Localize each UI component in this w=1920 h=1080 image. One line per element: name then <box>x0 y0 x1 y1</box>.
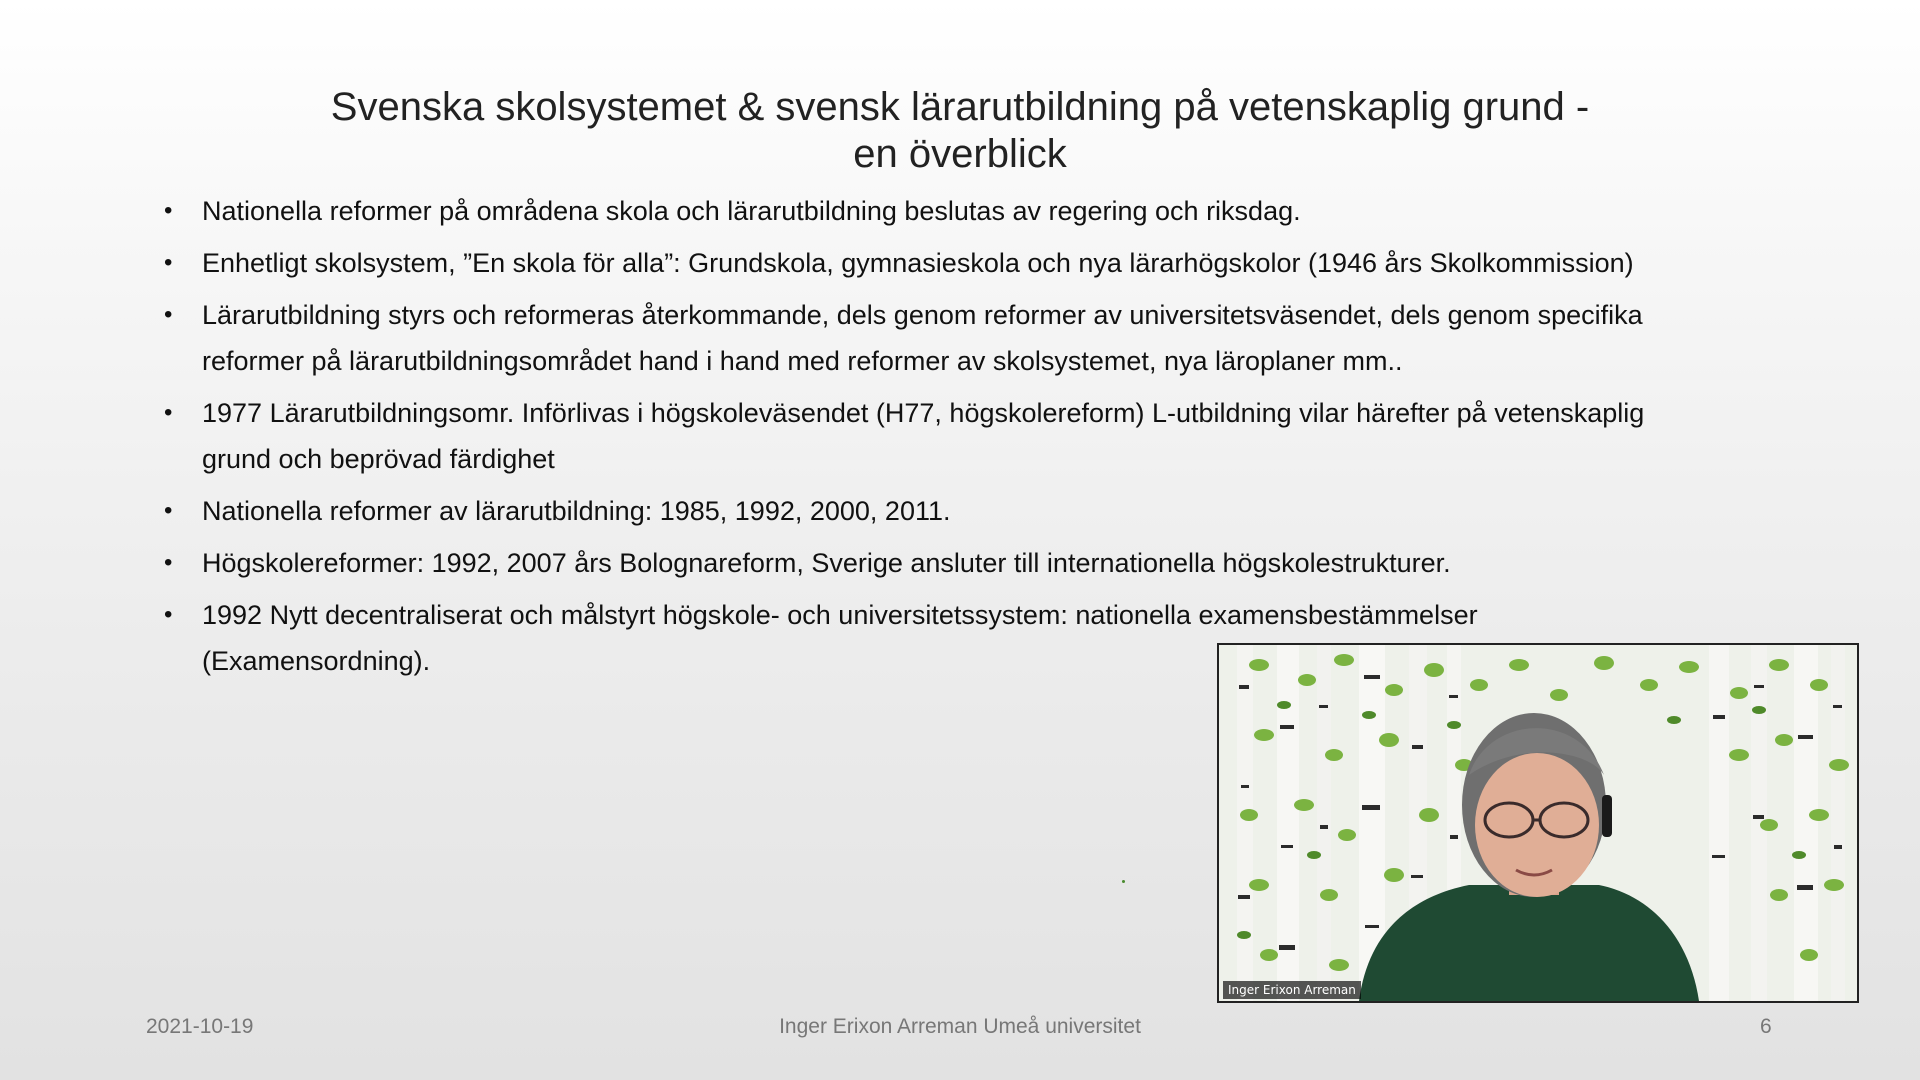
bullet-text-continued: grund och beprövad färdighet <box>202 444 555 474</box>
bullet-text: Lärarutbildning styrs och reformeras återkommande, dels genom reformer av universitetsväsendet, dels genom specifika <box>202 300 1643 330</box>
footer-author: Inger Erixon Arreman Umeå universitet <box>779 1015 1141 1038</box>
bullet-text: Nationella reformer av lärarutbildning: 1985, 1992, 2000, 2011. <box>202 496 951 526</box>
bullet-text-continued: (Examensordning). <box>202 646 431 676</box>
bullet-item <box>160 188 1800 234</box>
slide-title <box>300 84 1620 178</box>
bullet-text: Högskolereformer: 1992, 2007 års Bolognareform, Sverige ansluter till internationella högskolestrukturer. <box>202 548 1451 578</box>
bullet-list <box>160 188 1800 690</box>
video-frame <box>1219 645 1857 1001</box>
slide-title-line-1: Svenska skolsystemet & svensk lärarutbildning på vetenskaplig grund - <box>330 85 1590 129</box>
bullet-glyph: • <box>164 601 173 628</box>
participant-name-tag: Inger Erixon Arreman <box>1223 981 1361 999</box>
slide-title-line-2: en överblick <box>853 132 1067 176</box>
participant-video-tile[interactable] <box>1217 643 1859 1003</box>
bullet-glyph: • <box>164 301 173 328</box>
pointer-dot <box>1122 880 1125 883</box>
bullet-glyph: • <box>164 549 173 576</box>
bullet-item <box>160 390 1800 482</box>
bullet-text-continued: reformer på lärarutbildningsområdet hand i hand med reformer av skolsystemet, nya läroplaner mm.. <box>202 346 1403 376</box>
bullet-glyph: • <box>164 497 173 524</box>
bullet-item <box>160 292 1800 384</box>
bullet-item <box>160 540 1800 586</box>
bullet-text: 1992 Nytt decentraliserat och målstyrt högskole- och universitetssystem: nationella examensbestämmelser <box>202 600 1478 630</box>
bullet-item <box>160 240 1800 286</box>
bullet-glyph: • <box>164 399 173 426</box>
footer-page-number: 6 <box>1760 1015 1772 1038</box>
bullet-item <box>160 488 1800 534</box>
bullet-text: 1977 Lärarutbildningsomr. Införlivas i högskoleväsendet (H77, högskolereform) L-utbildning vilar härefter på vetenskaplig <box>202 398 1645 428</box>
bullet-text: Enhetligt skolsystem, ”En skola för alla”: Grundskola, gymnasieskola och nya lärarhögskolor (1946 års Skolkommission) <box>202 248 1634 278</box>
footer-date: 2021-10-19 <box>146 1015 254 1038</box>
bullet-glyph: • <box>164 197 173 224</box>
bullet-text: Nationella reformer på områdena skola och lärarutbildning beslutas av regering och riksdag. <box>202 196 1301 226</box>
bullet-glyph: • <box>164 249 173 276</box>
